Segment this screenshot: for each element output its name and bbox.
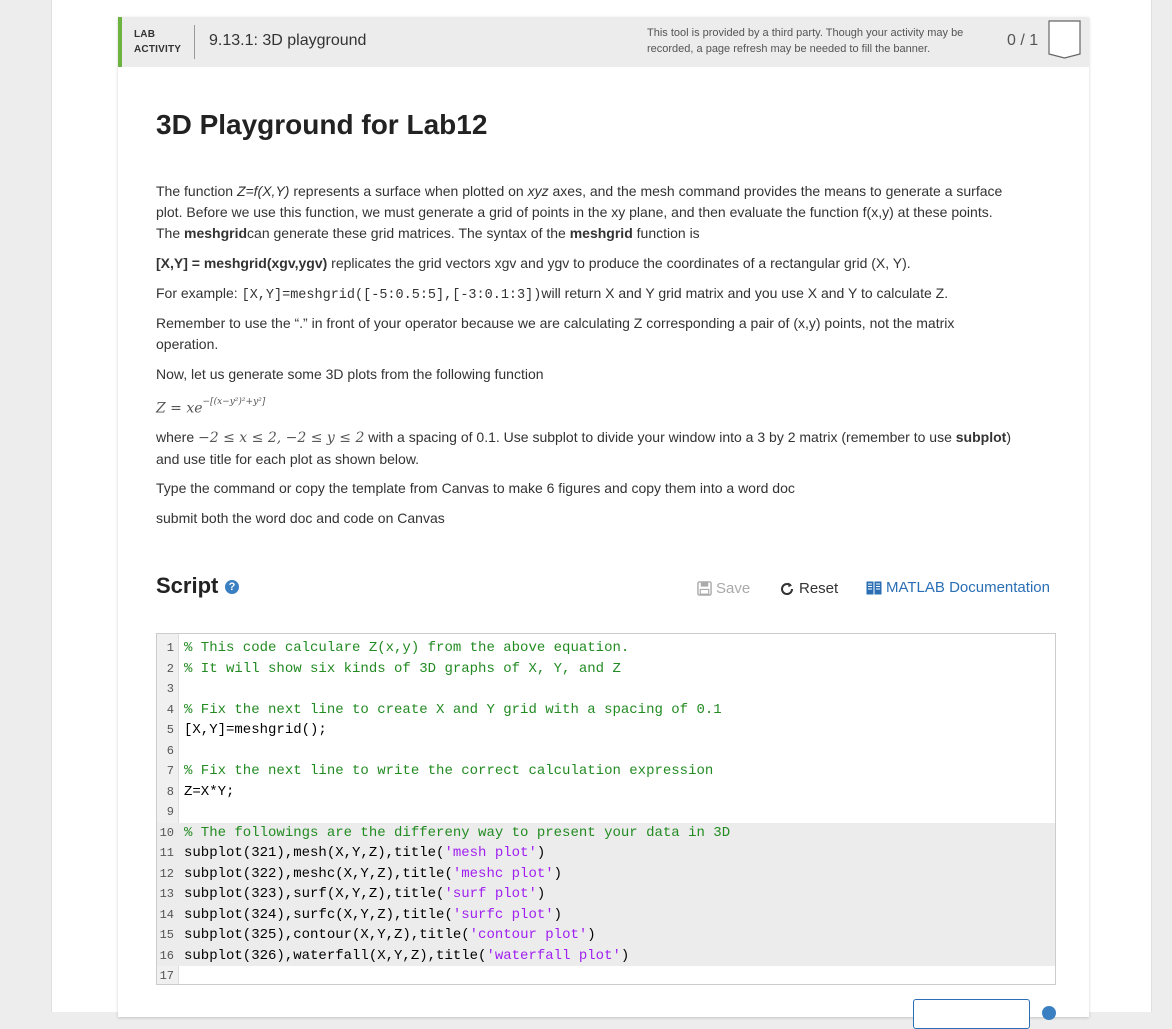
lab-title: 9.13.1: 3D playground [209,32,367,49]
line-number: 4 [166,702,174,717]
code-line[interactable] [157,864,1055,885]
code-text [184,905,562,926]
code-token: ) [587,927,596,943]
header-divider [194,25,195,59]
formula-exponent: −[(x−y²)²+y²] [202,397,266,407]
code-comment: % Fix the next line to write the correct calculation expression [184,763,714,779]
code-token: subplot(326),waterfall(X,Y,Z),title( [184,947,487,964]
code-text [184,638,629,659]
code-string: 'waterfall plot' [486,947,621,964]
refresh-icon [779,581,795,597]
question-circle-icon[interactable] [1042,1006,1056,1020]
code-token: subplot(325),contour(X,Y,Z),title( [184,927,470,943]
line-number: 7 [166,764,174,778]
code-string: 'mesh plot' [444,845,537,861]
text: function is [632,225,700,241]
text: will return X and Y grid matrix and you use X and Y to calculate Z. [541,285,949,301]
code-token: subplot(322),meshc(X,Y,Z),title( [184,865,453,882]
line-number: 14 [159,907,174,922]
code-token: ) [553,865,563,882]
code-text [184,864,562,885]
line-number: 1 [166,641,174,655]
code-token: ) [620,947,630,964]
floppy-disk-icon [697,581,712,596]
code-token: Z=X*Y; [184,783,235,800]
code-comment: % The followings are the differeny way to present your data in 3D [184,824,731,841]
page-container [51,0,1152,1012]
text: with a spacing of 0.1. Use subplot to divide your window into a 3 by 2 matrix (remember to use [364,429,956,445]
code-line[interactable] [157,946,1055,967]
code-line[interactable] [157,638,1055,659]
code-line[interactable] [157,679,1055,700]
code-text [184,884,545,905]
code-line[interactable] [157,966,1055,985]
keyword-subplot: subplot [955,429,1007,445]
code-line[interactable] [157,741,1055,762]
paragraph-task: Type the command or copy the template from Canvas to make 6 figures and copy them into a word doc [156,480,795,496]
code-line[interactable] [157,720,1055,741]
code-string: 'contour plot' [469,927,588,943]
lab-type-line1: LAB [134,29,156,40]
book-icon [866,581,882,595]
code-comment: % It will show six kinds of 3D graphs of X, Y, and Z [184,660,621,677]
formula-lhs: Z = xe [156,400,203,417]
code-text [184,761,713,782]
text: represents a surface when plotted on [289,183,528,199]
range-expression: −2 ≤ x ≤ 2, −2 ≤ y ≤ 2 [198,430,365,446]
code-string: 'surf plot' [444,886,537,902]
code-line[interactable] [157,782,1055,803]
code-text [184,720,327,741]
code-line[interactable] [157,925,1055,946]
third-party-notice: This tool is provided by a third party. Though your activity may be recorded, a page refresh may be needed to fill the banner. [647,27,964,55]
paragraph-submit: submit both the word doc and code on Canvas [156,510,445,526]
formula [156,395,265,420]
line-number: 3 [166,682,174,696]
text: replicates the grid vectors xgv and ygv to produce the coordinates of a rectangular grid (X, Y). [327,255,911,271]
line-number: 9 [166,805,174,819]
code-line[interactable] [157,905,1055,926]
function-notation: Z=f(X,Y) [236,183,290,199]
syntax-signature: [X,Y] = meshgrid(xgv,ygv) [156,255,328,271]
paragraph-instruction: Now, let us generate some 3D plots from the following function [156,366,544,382]
text: axes, and the mesh command provides the means to generate a surface plot. Before we use this function, we must generate a grid of points in the xy plane, and then evaluate the function f(x,y) at these points. The [156,183,1003,241]
script-title: Script [156,573,219,598]
matlab-documentation-link[interactable] [866,579,1050,596]
code-text [184,823,730,844]
text: For example: [156,285,242,301]
question-circle-icon[interactable]: ? [225,580,239,594]
line-number: 16 [159,948,174,963]
code-line[interactable] [157,884,1055,905]
line-number: 2 [166,661,174,676]
axes-term: xyz [527,183,549,199]
paragraph-range [156,427,1016,470]
docs-label: MATLAB Documentation [886,579,1050,596]
code-line[interactable] [157,761,1055,782]
save-label: Save [716,580,751,597]
lab-type-label [134,27,181,57]
code-token: ) [536,845,546,861]
code-string: 'surfc plot' [452,906,554,923]
code-text [184,700,722,721]
line-number: 11 [159,846,174,860]
code-line[interactable] [157,802,1055,823]
paragraph-syntax [156,253,911,274]
code-line[interactable] [157,843,1055,864]
text: where [156,429,199,445]
text: The function [156,183,237,199]
line-number: 17 [159,969,174,983]
code-token: [X,Y]=meshgrid(); [184,722,327,738]
code-text [184,946,629,967]
script-toolbar [156,571,1055,601]
code-line[interactable] [157,659,1055,680]
code-text [184,659,621,680]
keyword-meshgrid: meshgrid [184,225,248,241]
line-number: 6 [166,743,174,758]
code-token: ) [553,906,563,923]
save-button[interactable] [697,580,750,597]
code-text [184,782,234,803]
code-string: 'meshc plot' [452,865,554,882]
code-line[interactable] [157,700,1055,721]
reset-button[interactable] [779,580,838,597]
line-number: 5 [166,723,174,737]
code-editor[interactable] [156,633,1056,985]
paragraph-example [156,283,948,306]
code-token: subplot(323),surf(X,Y,Z),title( [184,886,445,902]
code-line[interactable] [157,823,1055,844]
code-token: subplot(324),surfc(X,Y,Z),title( [184,906,453,923]
reset-label: Reset [799,580,839,597]
lab-type-line2: ACTIVITY [134,44,182,55]
lab-header [118,17,1089,67]
lab-activity-card [118,17,1089,1017]
code-text [184,843,545,864]
keyword-meshgrid: meshgrid [569,225,633,241]
code-text [184,925,596,946]
line-number: 8 [166,784,174,799]
inline-code: [X,Y]=meshgrid([-5:0.5:5],[-3:0.1:3]) [241,288,542,303]
line-number: 10 [159,825,174,840]
line-number: 12 [159,866,174,881]
run-script-button[interactable] [913,999,1030,1029]
code-token: subplot(321),mesh(X,Y,Z),title( [184,845,445,861]
line-number: 13 [159,887,174,901]
code-comment: % Fix the next line to create X and Y grid with a spacing of 0.1 [184,701,722,718]
line-number: 15 [159,928,174,942]
score-label: 0 / 1 [1007,32,1039,49]
code-token: ) [536,886,546,902]
code-comment: % This code calculare Z(x,y) from the above equation. [184,640,630,656]
paragraph-reminder: Remember to use the “.” in front of your operator because we are calculating Z corresponding a pair of (x,y) points, not the matrix operation. [156,315,955,352]
page-title: 3D Playground for Lab12 [156,109,488,140]
completion-badge-icon [1048,20,1081,59]
text: ) and use title for each plot as shown below. [156,429,1011,467]
text: can generate these grid matrices. The syntax of the [247,225,570,241]
paragraph-intro [156,181,1016,244]
